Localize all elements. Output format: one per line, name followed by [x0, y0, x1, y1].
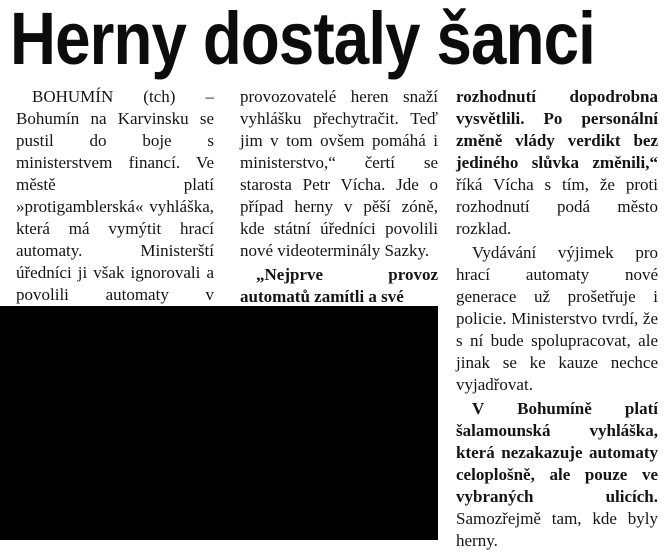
verdict-rest-text: říká Vícha s tím, že proti rozhodnutí podá město rozklad.	[456, 175, 658, 238]
ordinance-rest-text: Samozřejmě tam, kde byly herny.	[456, 509, 658, 550]
verdict-bold-text: rozhodnutí dopodrobna vysvětlili. Po personální změně vlády verdikt bez jediného slůvka změnili,“	[456, 87, 658, 172]
paragraph-bold-quote: „Nejprve provoz automatů zamítli a své	[240, 265, 438, 306]
redacted-image-block	[0, 306, 438, 540]
ordinance-bold-text: V Bohumíně platí šalamounská vyhláška, která nezakazuje automaty celoplošně, ale pouze ve vybraných ulicích.	[456, 399, 658, 506]
paragraph-continuation: provozovatelé heren snaží vyhlášku přechytračit. Teď jim v tom ovšem pomáhá i ministerstvo,“ čertí se starosta Petr Vícha. Jde o případ herny v pěší zóně, kde státní úředníci povolili nové videoterminály Sazky.	[240, 87, 438, 260]
paragraph-verdict	[456, 86, 658, 240]
article-column-2	[240, 86, 438, 308]
article-headline: Herny dostaly šanci	[10, 0, 595, 80]
article-column-3	[456, 86, 658, 552]
paragraph-ordinance	[456, 398, 658, 552]
page-edge	[664, 0, 672, 540]
paragraph-intro: BOHUMÍN (tch) – Bohumín na Karvinsku se pustil do boje s ministerstvem financí. Ve městě platí »protigamblerská« vyhláška, která má vymýtit hrací automaty. Ministerští úředníci ji však ignorovali a povolili automaty v	[16, 87, 214, 304]
paragraph-police: Vydávání výjimek pro hrací automaty nové generace už prošetřuje i policie. Ministerstvo tvrdí, že s ní bude spolupracovat, ale jinak se ke kauze nechce vyjadřovat.	[456, 243, 658, 394]
